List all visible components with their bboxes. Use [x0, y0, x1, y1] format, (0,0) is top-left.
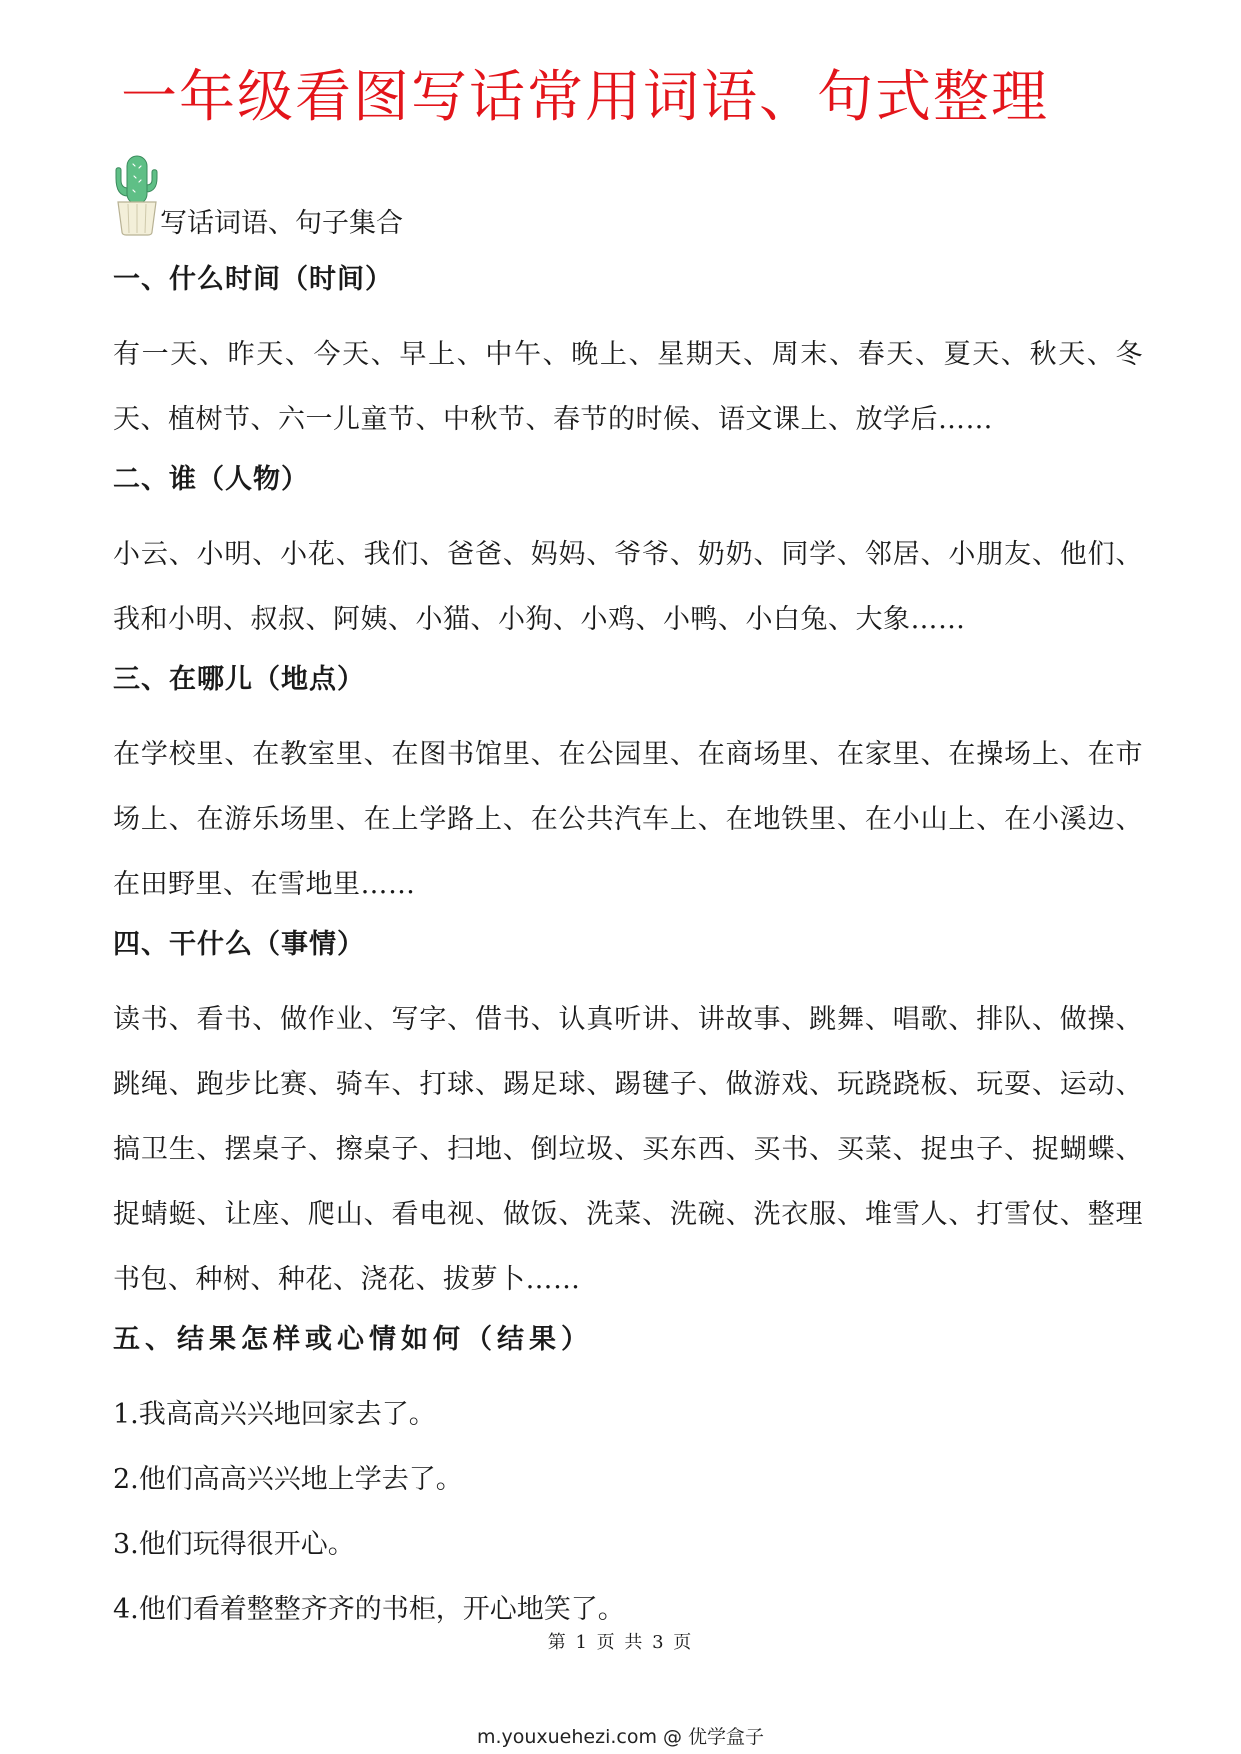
word-list: 小云、小明、小花、我们、爸爸、妈妈、爷爷、奶奶、同学、邻居、小朋友、他们、我和小明、叔叔、阿姨、小猫、小狗、小鸡、小鸭、小白兔、大象……: [113, 539, 1143, 635]
list-item: 3.他们玩得很开心。: [113, 1529, 355, 1560]
site-watermark: m.youxuehezi.com @ 优学盒子: [476, 1726, 765, 1748]
section-heading: 一、什么时间（时间）: [113, 264, 393, 295]
document-title: 一年级看图写话常用词语、句式整理: [121, 65, 1049, 130]
section-time: [113, 258, 1143, 452]
section-heading: 四、干什么（事情）: [113, 929, 365, 960]
list-item: 4.他们看着整整齐齐的书柜，开心地笑了。: [113, 1594, 625, 1625]
list-item: 2.他们高高兴兴地上学去了。: [113, 1464, 463, 1495]
word-list: 读书、看书、做作业、写字、借书、认真听讲、讲故事、跳舞、唱歌、排队、做操、跳绳、跑步比赛、骑车、打球、踢足球、踢毽子、做游戏、玩跷跷板、玩耍、运动、搞卫生、摆桌子、擦桌子、扫地、倒垃圾、买东西、买书、买菜、捉虫子、捉蝴蝶、捉蜻蜓、让座、爬山、看电视、做饭、洗菜、洗碗、洗衣服、堆雪人、打雪仗、整理书包、种树、种花、浇花、拔萝卜……: [113, 1004, 1143, 1295]
word-list: 在学校里、在教室里、在图书馆里、在公园里、在商场里、在家里、在操场上、在市场上、在游乐场里、在上学路上、在公共汽车上、在地铁里、在小山上、在小溪边、在田野里、在雪地里……: [113, 739, 1143, 900]
section-place: [113, 658, 1143, 917]
sentence-list: [113, 1382, 1143, 1642]
section-heading: 二、谁（人物）: [113, 464, 309, 495]
section-heading: 三、在哪儿（地点）: [113, 664, 365, 695]
section-people: [113, 458, 1143, 652]
word-list: 有一天、昨天、今天、早上、中午、晚上、星期天、周末、春天、夏天、秋天、冬天、植树节、六一儿童节、中秋节、春节的时候、语文课上、放学后……: [113, 339, 1143, 435]
cactus-pot-icon: [112, 152, 162, 236]
section-result: [113, 1318, 1143, 1642]
document-subtitle: 写话词语、句子集合: [160, 208, 403, 239]
section-heading: 五、结果怎样或心情如何（结果）: [113, 1324, 593, 1355]
document-body: [113, 258, 1143, 1648]
section-activity: [113, 923, 1143, 1312]
page-number: 第 1 页 共 3 页: [547, 1632, 694, 1653]
list-item: 1.我高高兴兴地回家去了。: [113, 1399, 436, 1430]
